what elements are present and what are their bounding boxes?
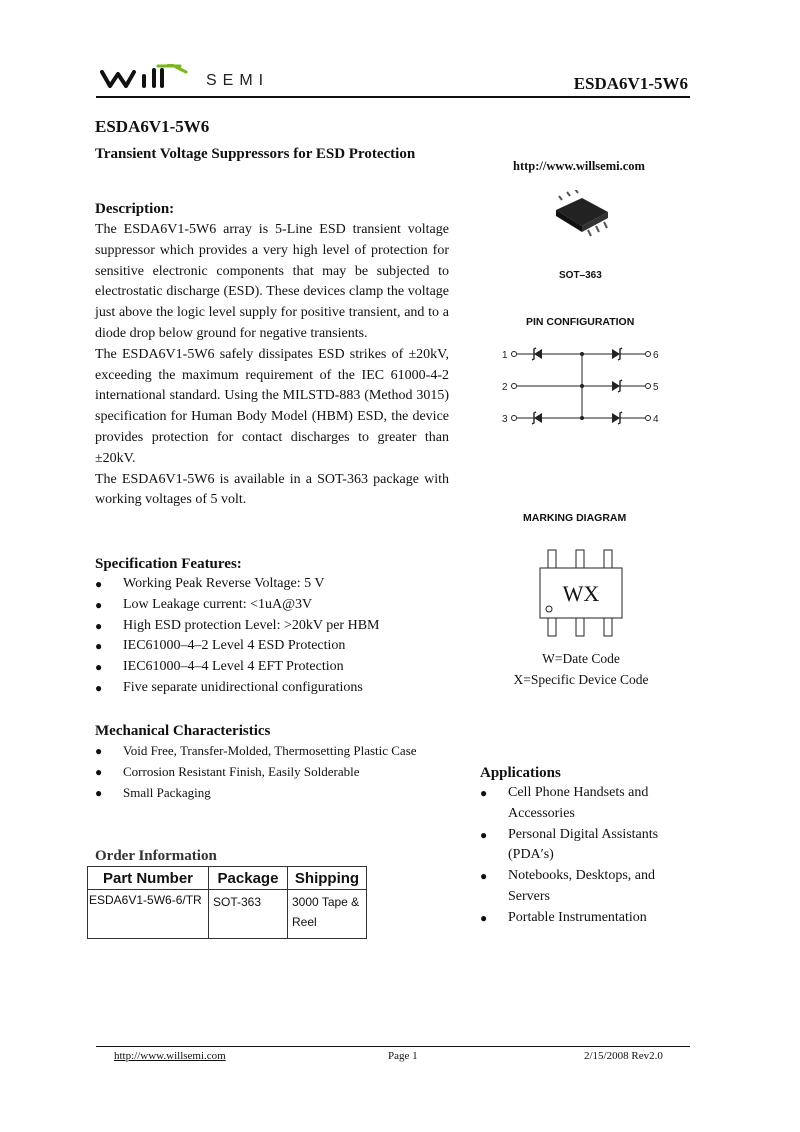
marking-code: WX: [562, 581, 600, 606]
header-rule: [96, 96, 690, 98]
list-item: ● Cell Phone Handsets and Accessories: [480, 783, 690, 825]
list-item: ● IEC61000–4–2 Level 4 ESD Protection: [95, 636, 455, 657]
marking-legend: [500, 648, 662, 690]
order-heading: Order Information: [95, 848, 217, 864]
website-link[interactable]: http://www.willsemi.com: [513, 159, 645, 173]
description-paragraph: The ESDA6V1-5W6 safely dissipates ESD strikes of ±20kV, exceeding the maximum requirement of the IEC 61000-4-2 international standard. Using the MILSTD-883 (Method 3015) specification for Human Body Model (HBM) ESD, the device provides protection for contact discharges to greater than ±20kV.: [95, 346, 449, 466]
pin-label: 5: [653, 382, 659, 393]
applications-list: [480, 783, 690, 929]
list-item: ● Personal Digital Assistants (PDA′s): [480, 825, 690, 867]
column-header: Part Number: [88, 867, 209, 890]
list-item: ● Void Free, Transfer-Molded, Thermosetting Plastic Case: [95, 741, 425, 762]
page-title: ESDA6V1-5W6: [95, 117, 210, 136]
package-label: SOT–363: [559, 270, 602, 281]
list-item: ● Small Packaging: [95, 783, 425, 804]
footer-rule: [96, 1046, 690, 1047]
mechanical-heading: Mechanical Characteristics: [95, 723, 271, 739]
brand-name: SEMI: [206, 72, 270, 89]
pin-label: 6: [653, 350, 659, 361]
table-cell: 3000 Tape & Reel: [288, 890, 367, 939]
header-part-number: ESDA6V1-5W6: [573, 74, 688, 93]
list-item: ● IEC61000–4–4 Level 4 EFT Protection: [95, 657, 455, 678]
description-paragraph: The ESDA6V1-5W6 is available in a SOT-363 package with working voltages of 5 volt.: [95, 471, 449, 508]
list-item: ● Corrosion Resistant Finish, Easily Solderable: [95, 762, 425, 783]
pin-label: 3: [502, 414, 508, 425]
list-item: ● Portable Instrumentation: [480, 908, 690, 929]
table-row: [88, 890, 367, 939]
table-cell: SOT-363: [209, 890, 288, 939]
page-subtitle: Transient Voltage Suppressors for ESD Protection: [95, 146, 416, 162]
list-item: ● Notebooks, Desktops, and Servers: [480, 866, 690, 908]
pin-configuration-diagram: [498, 340, 668, 430]
footer-date-rev: 2/15/2008 Rev2.0: [584, 1050, 663, 1062]
footer-page: Page 1: [388, 1050, 418, 1062]
package-icon: [548, 190, 614, 240]
list-item: ● Five separate unidirectional configurations: [95, 678, 455, 699]
marking-heading: MARKING DIAGRAM: [523, 512, 627, 524]
column-header: Package: [209, 867, 288, 890]
marking-diagram: [536, 548, 626, 638]
mechanical-list: [95, 741, 425, 803]
column-header: Shipping: [288, 867, 367, 890]
order-table: [87, 866, 367, 939]
list-item: ● Working Peak Reverse Voltage: 5 V: [95, 574, 455, 595]
pin-config-heading: PIN CONFIGURATION: [526, 316, 635, 328]
pin-label: 1: [502, 350, 508, 361]
applications-heading: Applications: [480, 765, 561, 781]
list-item: ● High ESD protection Level: >20kV per HBM: [95, 616, 455, 637]
features-list: [95, 574, 455, 699]
pin-label: 4: [653, 414, 659, 425]
table-cell: ESDA6V1-5W6-6/TR: [88, 890, 209, 939]
description-body: [95, 220, 449, 511]
description-paragraph: The ESDA6V1-5W6 array is 5-Line ESD transient voltage suppressor which provides a very high level of protection for sensitive electronic components that may be subjected to electrostatic discharge (ESD). These devices clamp the voltage just above the logic level supply for positive transient, and to a diode drop below ground for negative transients.: [95, 222, 449, 341]
description-heading: Description:: [95, 201, 175, 217]
features-heading: Specification Features:: [95, 556, 242, 572]
footer-url[interactable]: http://www.willsemi.com: [114, 1050, 226, 1062]
marking-legend-item: W=Date Code: [542, 651, 620, 666]
pin-label: 2: [502, 382, 508, 393]
marking-legend-item: X=Specific Device Code: [513, 672, 649, 687]
list-item: ● Low Leakage current: <1uA@3V: [95, 595, 455, 616]
